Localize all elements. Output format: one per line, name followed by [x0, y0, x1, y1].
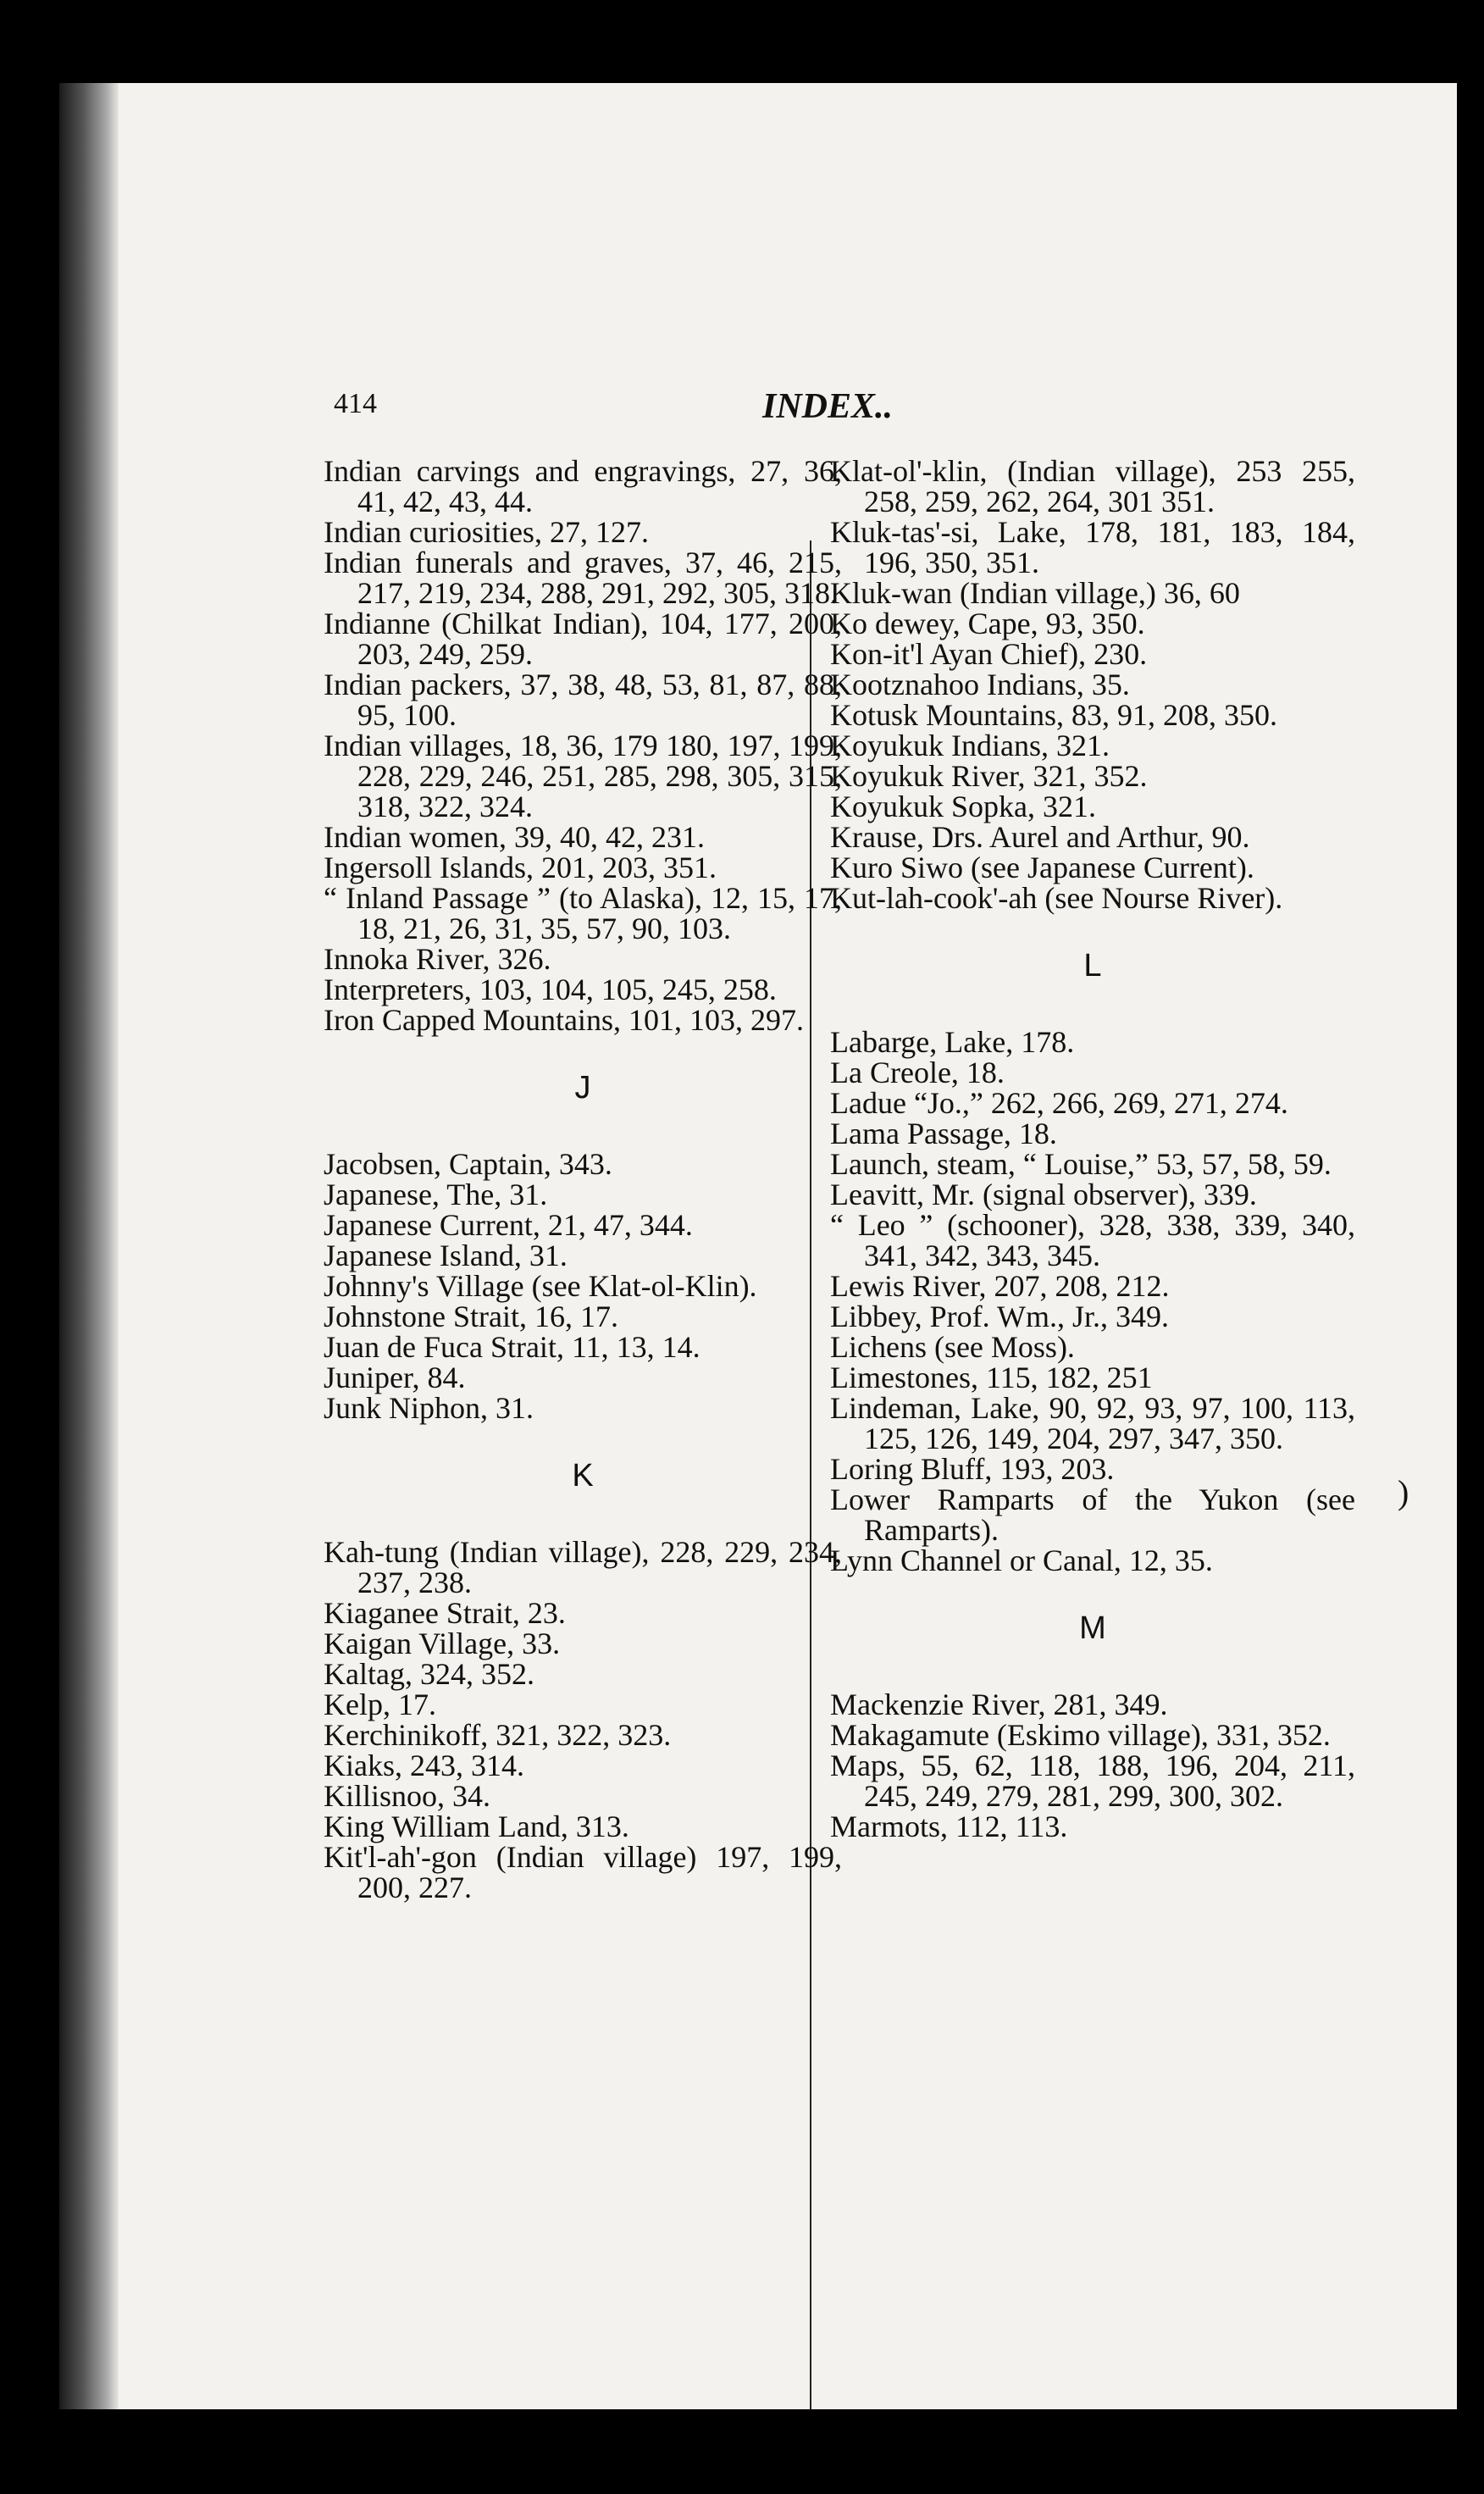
index-entry: Indian villages, 18, 36, 179 180, 197, 199, 228, 229, 246, 251, 285, 298, 305, 315, 318, 322, 324.	[324, 729, 842, 823]
index-entry: Junk Niphon, 31.	[324, 1391, 534, 1425]
index-entry: Krause, Drs. Aurel and Arthur, 90.	[830, 820, 1250, 854]
index-entry: Lindeman, Lake, 90, 92, 93, 97, 100, 113, 125, 126, 149, 204, 297, 347, 350.	[830, 1391, 1355, 1455]
index-entry: “ Leo ” (schooner), 328, 338, 339, 340, 341, 342, 343, 345.	[830, 1208, 1355, 1272]
index-entry: Lynn Channel or Canal, 12, 35.	[830, 1544, 1213, 1577]
index-entry: Kut-lah-cook'-ah (see Nourse River).	[830, 881, 1283, 915]
index-entry: Lewis River, 207, 208, 212.	[830, 1269, 1170, 1303]
book-page	[59, 83, 1457, 2409]
index-entry: Kiaks, 243, 314.	[324, 1749, 524, 1782]
index-entry: Mackenzie River, 281, 349.	[830, 1688, 1168, 1721]
index-entry: Kluk-tas'-si, Lake, 178, 181, 183, 184, 196, 350, 351.	[830, 515, 1355, 579]
index-entry: Indianne (Chilkat Indian), 104, 177, 200, 203, 249, 259.	[324, 607, 842, 671]
index-entry: Kootznahoo Indians, 35.	[830, 668, 1130, 701]
running-head: INDEX..	[762, 387, 894, 426]
index-entry: Kaltag, 324, 352.	[324, 1657, 534, 1691]
index-entry: Kelp, 17.	[324, 1688, 436, 1721]
index-entry: Limestones, 115, 182, 251	[830, 1361, 1153, 1394]
index-entry: Indian packers, 37, 38, 48, 53, 81, 87, 88, 95, 100.	[324, 668, 842, 732]
index-entry: Loring Bluff, 193, 203.	[830, 1452, 1115, 1486]
index-entry: Interpreters, 103, 104, 105, 245, 258.	[324, 973, 777, 1006]
section-letter: J	[574, 1070, 591, 1106]
index-entry: Innoka River, 326.	[324, 942, 551, 976]
index-entry: Leavitt, Mr. (signal observer), 339.	[830, 1178, 1257, 1211]
index-entry: Koyukuk River, 321, 352.	[830, 759, 1148, 793]
section-letter: L	[1083, 948, 1102, 984]
index-entry: Lama Passage, 18.	[830, 1117, 1057, 1150]
index-entry: Japanese, The, 31.	[324, 1178, 548, 1211]
index-entry: Kotusk Mountains, 83, 91, 208, 350.	[830, 698, 1278, 732]
index-entry: Kuro Siwo (see Japanese Current).	[830, 851, 1254, 884]
index-entry: Johnstone Strait, 16, 17.	[324, 1300, 618, 1333]
right-index-column	[830, 456, 1355, 1842]
index-entry: Marmots, 112, 113.	[830, 1810, 1068, 1843]
section-letter: M	[1079, 1610, 1106, 1646]
index-entry: Indian curiosities, 27, 127.	[324, 515, 649, 549]
index-entry: Kluk-wan (Indian village,) 36, 60	[830, 576, 1240, 610]
index-entry: Launch, steam, “ Louise,” 53, 57, 58, 59.	[830, 1147, 1332, 1181]
index-entry: Koyukuk Indians, 321.	[830, 729, 1110, 762]
index-entry: Koyukuk Sopka, 321.	[830, 790, 1096, 823]
page-number: 414	[334, 388, 377, 419]
index-entry: Iron Capped Mountains, 101, 103, 297.	[324, 1003, 804, 1037]
index-entry: Lichens (see Moss).	[830, 1330, 1075, 1364]
index-entry: Juniper, 84.	[324, 1361, 466, 1394]
index-entry: Kah-tung (Indian village), 228, 229, 234, 237, 238.	[324, 1535, 842, 1599]
index-entry: “ Inland Passage ” (to Alaska), 12, 15, 17, 18, 21, 26, 31, 35, 57, 90, 103.	[324, 881, 842, 945]
index-entry: Japanese Island, 31.	[324, 1239, 568, 1272]
index-entry: Klat-ol'-klin, (Indian village), 253 255, 258, 259, 262, 264, 301 351.	[830, 454, 1355, 518]
margin-mark: )	[1398, 1473, 1409, 1511]
left-index-column	[324, 456, 842, 1903]
index-entry: Ko dewey, Cape, 93, 350.	[830, 607, 1145, 640]
index-entry: Kerchinikoff, 321, 322, 323.	[324, 1718, 672, 1752]
index-entry: Maps, 55, 62, 118, 188, 196, 204, 211, 245, 249, 279, 281, 299, 300, 302.	[830, 1749, 1355, 1813]
index-entry: Killisnoo, 34.	[324, 1779, 491, 1813]
section-letter: K	[572, 1458, 594, 1494]
index-entry: Libbey, Prof. Wm., Jr., 349.	[830, 1300, 1169, 1333]
index-entry: Kiaganee Strait, 23.	[324, 1596, 566, 1630]
book-binding-shadow	[59, 83, 119, 2409]
index-entry: King William Land, 313.	[324, 1810, 629, 1843]
index-entry: Indian carvings and engravings, 27, 36, 41, 42, 43, 44.	[324, 454, 842, 518]
index-entry: La Creole, 18.	[830, 1056, 1005, 1089]
index-entry: Ladue “Jo.,” 262, 266, 269, 271, 274.	[830, 1086, 1288, 1120]
index-entry: Ingersoll Islands, 201, 203, 351.	[324, 851, 717, 884]
index-entry: Indian women, 39, 40, 42, 231.	[324, 820, 705, 854]
index-entry: Jacobsen, Captain, 343.	[324, 1147, 612, 1181]
index-entry: Indian funerals and graves, 37, 46, 215, 217, 219, 234, 288, 291, 292, 305, 318.	[324, 546, 842, 610]
index-entry: Juan de Fuca Strait, 11, 13, 14.	[324, 1330, 700, 1364]
index-entry: Johnny's Village (see Klat-ol-Klin).	[324, 1269, 757, 1303]
index-entry: Kaigan Village, 33.	[324, 1627, 561, 1660]
index-entry: Kon-it'l Ayan Chief), 230.	[830, 637, 1148, 671]
index-entry: Kit'l-ah'-gon (Indian village) 197, 199, 200, 227.	[324, 1840, 842, 1904]
index-entry: Japanese Current, 21, 47, 344.	[324, 1208, 693, 1242]
index-entry: Makagamute (Eskimo village), 331, 352.	[830, 1718, 1331, 1752]
index-entry: Lower Ramparts of the Yukon (see Ramparts).	[830, 1483, 1355, 1547]
index-entry: Labarge, Lake, 178.	[830, 1025, 1075, 1059]
